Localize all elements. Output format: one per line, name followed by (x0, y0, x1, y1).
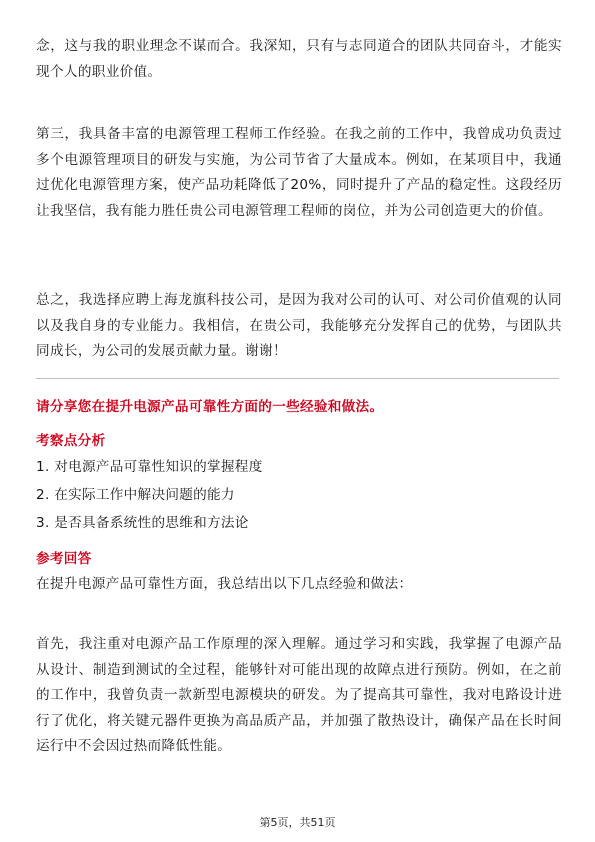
section-divider (36, 378, 559, 379)
analysis-item: 3. 是否具备系统性的思维和方法论 (36, 515, 249, 531)
paragraph-intro-continuation: 念，这与我的职业理念不谋而合。我深知，只有与志同道合的团队共同奋斗，才能实现个人的职业价值。 (36, 38, 562, 80)
analysis-item: 2. 在实际工作中解决问题的能力 (36, 487, 235, 503)
analysis-heading: 考察点分析 (36, 433, 106, 449)
paragraph-conclusion: 总之，我选择应聘上海龙旗科技公司，是因为我对公司的认可、对公司价值观的认同以及我自身的专业能力。我相信，在贵公司，我能够充分发挥自己的优势，与团队共同成长，为公司的发展贡献力量。谢谢！ (36, 292, 562, 359)
answer-heading: 参考回答 (36, 551, 92, 567)
answer-paragraph-intro: 在提升电源产品可靠性方面，我总结出以下几点经验和做法： (36, 576, 413, 592)
paragraph-experience: 第三，我具备丰富的电源管理工程师工作经验。在我之前的工作中，我曾成功负责过多个电源管理项目的研发与实施，为公司节省了大量成本。例如，在某项目中，我通过优化电源管理方案，使产品功耗降低了20%，同时提升了产品的稳定性。这段经历让我坚信，我有能力胜任贵公司电源管理工程师的岗位，并为公司创造更大的价值。 (36, 126, 562, 219)
page-number-footer: 第5页，共51页 (259, 816, 336, 829)
analysis-item: 1. 对电源产品可靠性知识的掌握程度 (36, 459, 263, 475)
answer-paragraph-first: 首先，我注重对电源产品工作原理的深入理解。通过学习和实践，我掌握了电源产品从设计、制造到测试的全过程，能够针对可能出现的故障点进行预防。例如，在之前的工作中，我曾负责一款新型电源模块的研发。为了提高其可靠性，我对电路设计进行了优化，将关键元器件更换为高品质产品，并加强了散热设计，确保产品在长时间运行中不会因过热而降低性能。 (36, 636, 562, 754)
interview-question: 请分享您在提升电源产品可靠性方面的一些经验和做法。 (36, 399, 384, 415)
